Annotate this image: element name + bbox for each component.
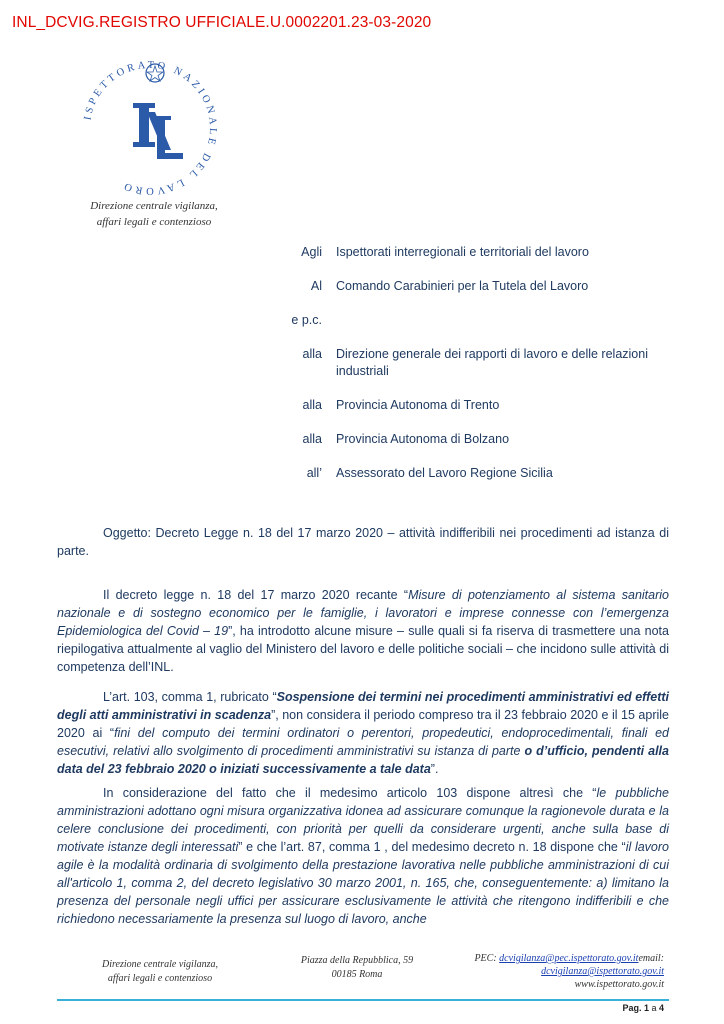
page-footer: [0, 952, 724, 1024]
department-line-2: affari legali e contenzioso: [96, 216, 212, 228]
recipient-prefix: all’: [306, 466, 322, 480]
recipient-prefix: alla: [302, 432, 322, 446]
email-link[interactable]: dcvigilanza@ispettorato.gov.it: [541, 966, 664, 977]
paragraph-2-text: ”, non considera il periodo compreso tra il 23 febbraio 2020 e il 15 aprile 2020 ai “: [57, 708, 669, 740]
page-total: 4: [658, 1003, 664, 1013]
recipient-row: [270, 278, 670, 295]
recipient-name: [336, 312, 670, 329]
recipient-row: [270, 465, 670, 482]
recipients-list: [270, 244, 670, 499]
recipient-name: Provincia Autonoma di Bolzano: [336, 432, 510, 446]
recipient-name: Direzione generale dei rapporti di lavoro e delle relazioni industriali: [336, 347, 648, 378]
registry-stamp: INL_DCVIG.REGISTRO UFFICIALE.U.0002201.23-03-2020: [12, 14, 432, 31]
letter-body: [57, 524, 669, 940]
page-number: [622, 1003, 664, 1013]
page-label: Pag.: [622, 1003, 644, 1013]
paragraph-2-text: ”.: [430, 762, 439, 776]
footer-department-line-2: affari legali e contenzioso: [107, 973, 213, 984]
recipient-prefix: Al: [310, 279, 322, 293]
recipient-row: [270, 312, 670, 329]
quoted-text: fini del computo dei termini ordinatori o perentori, propedeutici, endoprocedimentali, finali ed esecutivi, relativi allo svolgimento di procedimenti amministrativi su istanza di parte: [57, 726, 670, 758]
paragraph-1-text: Il decreto legge n. 18 del 17 marzo 2020 recante “: [103, 588, 409, 602]
page-current: 1: [643, 1003, 649, 1013]
recipient-name: Ispettorati interregionali e territoriali del lavoro: [336, 245, 589, 259]
page-separator: a: [648, 1003, 659, 1013]
paragraph-3: [57, 784, 669, 928]
pec-link[interactable]: dcvigilanza@pec.ispettorato.gov.it: [499, 953, 639, 964]
recipient-prefix: alla: [302, 398, 322, 412]
recipient-row: [270, 346, 670, 380]
recipient-prefix: Agli: [301, 245, 322, 259]
footer-department-line-1: Direzione centrale vigilanza,: [102, 959, 218, 970]
pec-label: PEC:: [474, 953, 500, 964]
footer-city: 00185 Roma: [331, 969, 383, 980]
recipient-row: [270, 431, 670, 448]
paragraph-3-text: In considerazione del fatto che il medesimo articolo 103 dispone altresì che “: [103, 786, 597, 800]
quoted-text: il lavoro agile è la modalità ordinaria di svolgimento della prestazione lavorativa nelle pubbliche amministrazioni di cui all'articolo 1, comma 2, del decreto legislativo 30 marzo 2001, n. 165, che, conseguentemente: a) limitano la presenza del personale negli uffici per assicurare esclusivamente le attività che ritengono indifferibili e che richiedono necessariamente la presenza sul luogo di lavoro, anche: [57, 840, 669, 926]
paragraph-1-text: ”, ha introdotto alcune misure – sulle quali si fa riserva di trasmettere una nota riepilogativa attualmente al vaglio del Ministero del lavoro e delle politiche sociali – che incidono sulle attività di competenza dell’INL.: [57, 624, 669, 674]
paragraph-3-text: ” e che l’art. 87, comma 1 , del medesimo decreto n. 18 dispone che “: [238, 840, 626, 854]
inl-logo-icon: [73, 58, 227, 198]
quoted-emphasis: o d’ufficio, pendenti alla data del 23 febbraio 2020 o iniziati successivamente a tale data: [57, 744, 669, 776]
footer-contacts: [420, 952, 664, 991]
website-link[interactable]: www.ispettorato.gov.it: [574, 979, 664, 990]
footer-street: Piazza della Repubblica, 59: [300, 955, 414, 966]
footer-divider: [57, 999, 669, 1001]
subject-line: Oggetto: Decreto Legge n. 18 del 17 marzo 2020 – attività indifferibili nei procedimenti ad istanza di parte.: [57, 526, 669, 558]
inl-logo: [73, 58, 227, 198]
recipient-prefix: alla: [302, 347, 322, 361]
recipient-name: Provincia Autonoma di Trento: [336, 398, 500, 412]
issuing-department: [84, 198, 224, 230]
paragraph-1: [57, 586, 669, 676]
recipient-name: Assessorato del Lavoro Regione Sicilia: [336, 466, 553, 480]
footer-department: [80, 958, 240, 986]
paragraph-2: [57, 688, 669, 778]
department-line-1: Direzione centrale vigilanza,: [90, 200, 218, 212]
recipient-row: [270, 244, 670, 261]
paragraph-2-text: L’art. 103, comma 1, rubricato “: [103, 690, 277, 704]
logo-ring-text: ISPETTORATO NAZIONALE DEL LAVORO: [82, 59, 219, 197]
quoted-text: le pubbliche amministrazioni adottano ogni misura organizzativa idonea ad assicurare comunque la ragionevole durata e la celere conclusione dei procedimenti, con priorità per quelli da considerare urgenti, anche sulla base di motivate istanze degli interessati: [57, 786, 669, 854]
article-title: Sospensione dei termini nei procedimenti amministrativi ed effetti degli atti amministrativi in scadenza: [57, 690, 669, 722]
recipient-prefix: e p.c.: [291, 313, 322, 327]
recipient-row: [270, 397, 670, 414]
footer-address: [292, 954, 422, 982]
recipient-name: Comando Carabinieri per la Tutela del Lavoro: [336, 279, 589, 293]
email-label: email:: [638, 953, 664, 964]
quoted-title: Misure di potenziamento al sistema sanitario nazionale e di sostegno economico per le famiglie, i lavoratori e imprese connesse con l’emergenza Epidemiologica del Covid – 19: [57, 588, 669, 638]
